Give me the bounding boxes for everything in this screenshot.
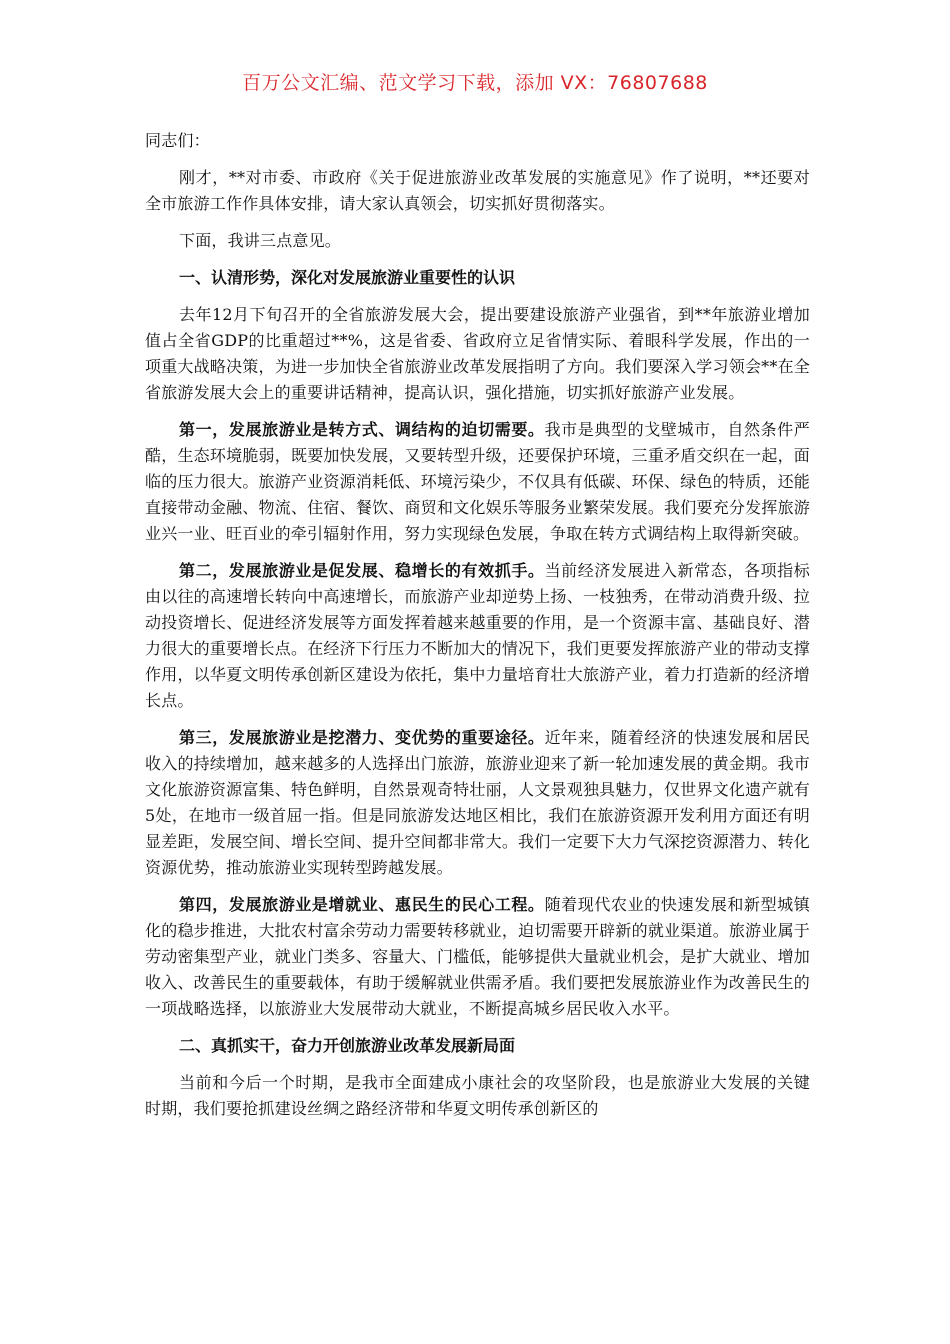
paragraph: 当前和今后一个时期，是我市全面建成小康社会的攻坚阶段，也是旅游业大发展的关键时期，我们要抢抓建设丝绸之路经济带和华夏文明传承创新区的: [145, 1073, 810, 1118]
point-text: 当前经济发展进入新常态，各项指标由以往的高速增长转向中高速增长，而旅游产业却逆势上扬、一枝独秀，在带动消费升级、拉动投资增长、促进经济发展等方面发挥着越来越重要的作用，是一个资源丰富、基础良好、潜力很大的重要增长点。在经济下行压力不断加大的情况下，我们更要发挥旅游产业的带动支撑作用，以华夏文明传承创新区建设为依托，集中力量培育壮大旅游产业，着力打造新的经济增长点。: [145, 561, 811, 710]
salutation: 同志们：: [145, 131, 210, 150]
section-heading-2: 二、真抓实干，奋力开创旅游业改革发展新局面: [179, 1036, 516, 1055]
paragraph: 刚才，**对市委、市政府《关于促进旅游业改革发展的实施意见》作了说明，**还要对全市旅游工作作具体安排，请大家认真领会，切实抓好贯彻落实。: [145, 168, 810, 213]
point-text: 近年来，随着经济的快速发展和居民收入的持续增加，越来越多的人选择出门旅游，旅游业迎来了新一轮加速发展的黄金期。我市文化旅游资源富集、特色鲜明，自然景观奇特壮丽，人文景观独具魅力，仅世界文化遗产就有5处，在地市一级首屈一指。但是同旅游发达地区相比，我们在旅游资源开发利用方面还有明显差距，发展空间、增长空间、提升空间都非常大。我们一定要下大力气深挖资源潜力、转化资源优势，推动旅游业实现转型跨越发展。: [145, 728, 811, 877]
point-text: 随着现代农业的快速发展和新型城镇化的稳步推进，大批农村富余劳动力需要转移就业，迫切需要开辟新的就业渠道。旅游业属于劳动密集型产业，就业门类多、容量大、门槛低，能够提供大量就业机会，是扩大就业、增加收入、改善民生的重要载体，有助于缓解就业供需矛盾。我们要把发展旅游业作为改善民生的一项战略选择，以旅游业大发展带动大就业，不断提高城乡居民收入水平。: [145, 895, 811, 1018]
paragraph: 下面，我讲三点意见。: [179, 231, 342, 250]
point-lead: 第二，发展旅游业是促发展、稳增长的有效抓手。: [179, 561, 545, 580]
point-paragraph-3: [145, 725, 810, 881]
paragraph: 去年12月下旬召开的全省旅游发展大会，提出要建设旅游产业强省，到**年旅游业增加值占全省GDP的比重超过**%，这是省委、省政府立足省情实际、着眼科学发展，作出的一项重大战略决策，为进一步加快全省旅游业改革发展指明了方向。我们要深入学习领会**在全省旅游发展大会上的重要讲话精神，提高认识，强化措施，切实抓好旅游产业发展。: [145, 305, 810, 402]
point-paragraph-2: [145, 558, 810, 714]
point-lead: 第三，发展旅游业是挖潜力、变优势的重要途径。: [179, 728, 545, 747]
section-heading-1: 一、认清形势，深化对发展旅游业重要性的认识: [179, 268, 516, 287]
point-paragraph-4: [145, 892, 810, 1022]
point-lead: 第一，发展旅游业是转方式、调结构的迫切需要。: [179, 420, 545, 439]
header-banner: 百万公文汇编、范文学习下载，添加 VX：76807688: [242, 72, 708, 94]
point-paragraph-1: [145, 417, 810, 547]
point-lead: 第四，发展旅游业是增就业、惠民生的民心工程。: [179, 895, 545, 914]
point-text: 我市是典型的戈壁城市，自然条件严酷，生态环境脆弱，既要加快发展，又要转型升级，还要保护环境，三重矛盾交织在一起，面临的压力很大。旅游产业资源消耗低、环境污染少，不仅具有低碳、环保、绿色的特质，还能直接带动金融、物流、住宿、餐饮、商贸和文化娱乐等服务业繁荣发展。我们要充分发挥旅游业兴一业、旺百业的牵引辐射作用，努力实现绿色发展，争取在转方式调结构上取得新突破。: [145, 420, 811, 543]
document-body: [145, 128, 810, 1133]
